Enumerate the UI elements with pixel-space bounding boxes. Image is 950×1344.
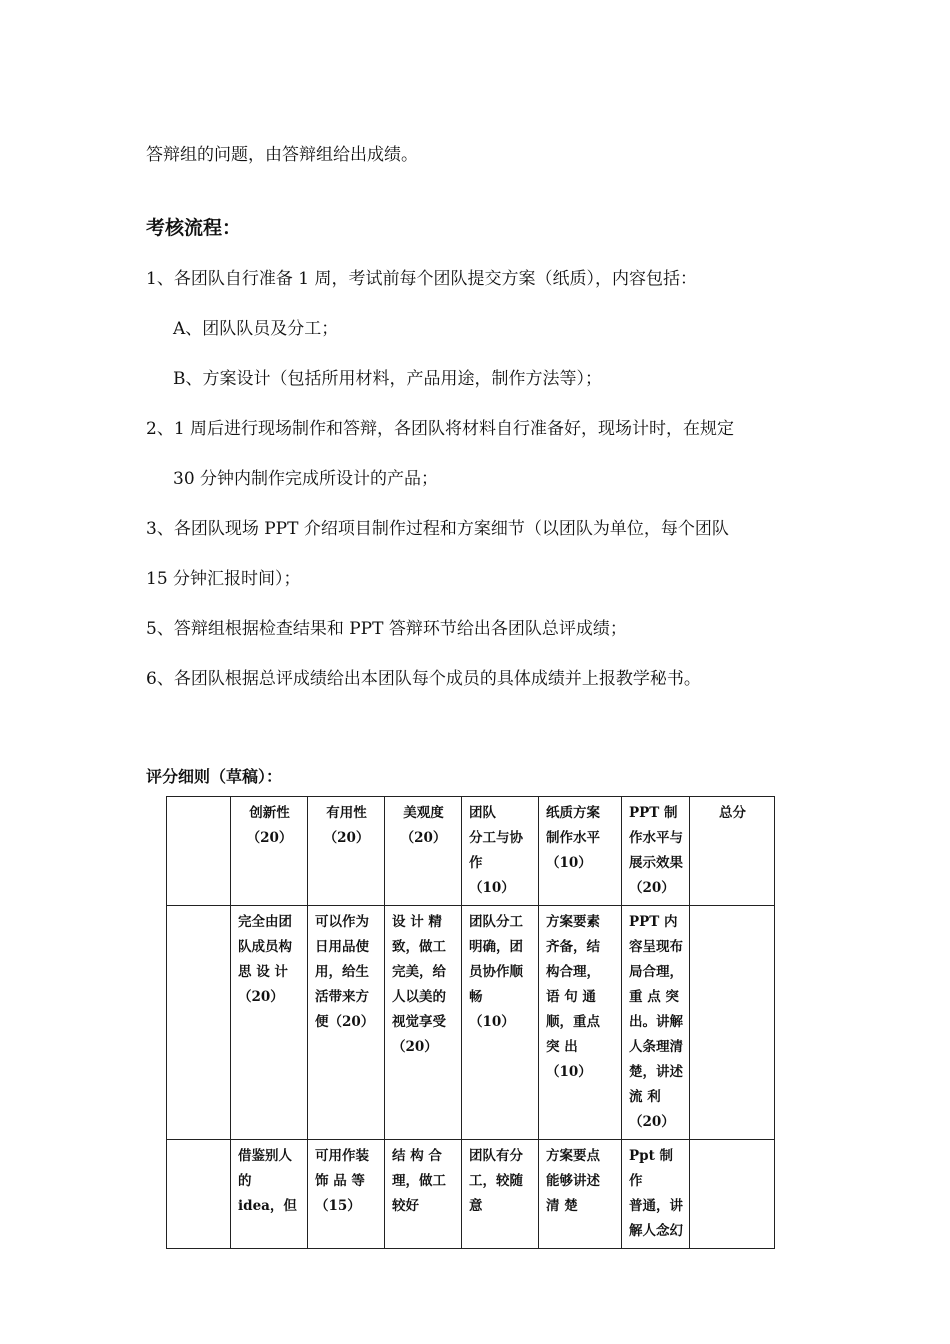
step-6: 6、各团队根据总评成绩给出本团队每个成员的具体成绩并上报教学秘书。 bbox=[146, 669, 701, 689]
table-cell: PPT 内 容呈现布 局合理， 重 点 突 出。讲解 人条理清 楚，讲述 流 利 （20） bbox=[622, 906, 690, 1140]
table-cell: 设 计 精 致，做工 完美，给 人以美的 视觉享受 （20） bbox=[385, 906, 462, 1140]
header-cell-ppt: PPT 制 作水平与 展示效果 （20） bbox=[622, 797, 690, 906]
table-cell: 方案要素 齐备，结 构合理， 语 句 通 顺，重点 突 出 （10） bbox=[539, 906, 622, 1140]
header-cell-total: 总分 bbox=[690, 797, 775, 906]
table-cell: 可以作为 日用品使 用，给生 活带来方 便（20） bbox=[308, 906, 385, 1140]
step-1: 1、各团队自行准备 1 周，考试前每个团队提交方案（纸质），内容包括： bbox=[146, 269, 697, 289]
table-cell: 团队有分 工，较随 意 bbox=[462, 1140, 539, 1249]
rubric-heading: 评分细则（草稿）： bbox=[146, 767, 283, 786]
step-1b: B、方案设计（包括所用材料，产品用途，制作方法等）； bbox=[173, 369, 602, 389]
header-cell-innovation: 创新性 （20） bbox=[231, 797, 308, 906]
table-cell: 借鉴别人 的 idea，但 bbox=[231, 1140, 308, 1249]
table-row bbox=[167, 1140, 775, 1249]
table-cell bbox=[690, 906, 775, 1140]
header-cell-usefulness: 有用性 （20） bbox=[308, 797, 385, 906]
header-cell-aesthetics: 美观度 （20） bbox=[385, 797, 462, 906]
table-cell bbox=[690, 1140, 775, 1249]
table-cell: 结 构 合 理，做工 较好 bbox=[385, 1140, 462, 1249]
step-2: 2、1 周后进行现场制作和答辩，各团队将材料自行准备好，现场计时，在规定 bbox=[146, 419, 735, 439]
table-row bbox=[167, 906, 775, 1140]
header-cell-teamwork: 团队 分工与协 作 （10） bbox=[462, 797, 539, 906]
header-cell-paper-plan: 纸质方案 制作水平 （10） bbox=[539, 797, 622, 906]
table-cell bbox=[167, 906, 231, 1140]
rubric-table bbox=[166, 796, 775, 1249]
step-2-cont: 30 分钟内制作完成所设计的产品； bbox=[173, 469, 439, 489]
step-3: 3、各团队现场 PPT 介绍项目制作过程和方案细节（以团队为单位，每个团队 bbox=[146, 519, 729, 539]
table-header-row bbox=[167, 797, 775, 906]
process-heading: 考核流程： bbox=[146, 217, 242, 239]
table-cell: 完全由团 队成员构 思 设 计 （20） bbox=[231, 906, 308, 1140]
table-cell bbox=[167, 1140, 231, 1249]
table-cell: 方案要点 能够讲述 清 楚 bbox=[539, 1140, 622, 1249]
header-cell-blank bbox=[167, 797, 231, 906]
intro-line: 答辩组的问题，由答辩组给出成绩。 bbox=[146, 145, 418, 165]
step-1a: A、团队队员及分工； bbox=[173, 319, 339, 339]
step-5: 5、答辩组根据检查结果和 PPT 答辩环节给出各团队总评成绩； bbox=[146, 619, 627, 639]
step-3-cont: 15 分钟汇报时间）； bbox=[146, 569, 301, 589]
table-cell: Ppt 制作 普通，讲 解人念幻 bbox=[622, 1140, 690, 1249]
table-cell: 团队分工 明确，团 员协作顺 畅 （10） bbox=[462, 906, 539, 1140]
table-cell: 可用作装 饰 品 等 （15） bbox=[308, 1140, 385, 1249]
